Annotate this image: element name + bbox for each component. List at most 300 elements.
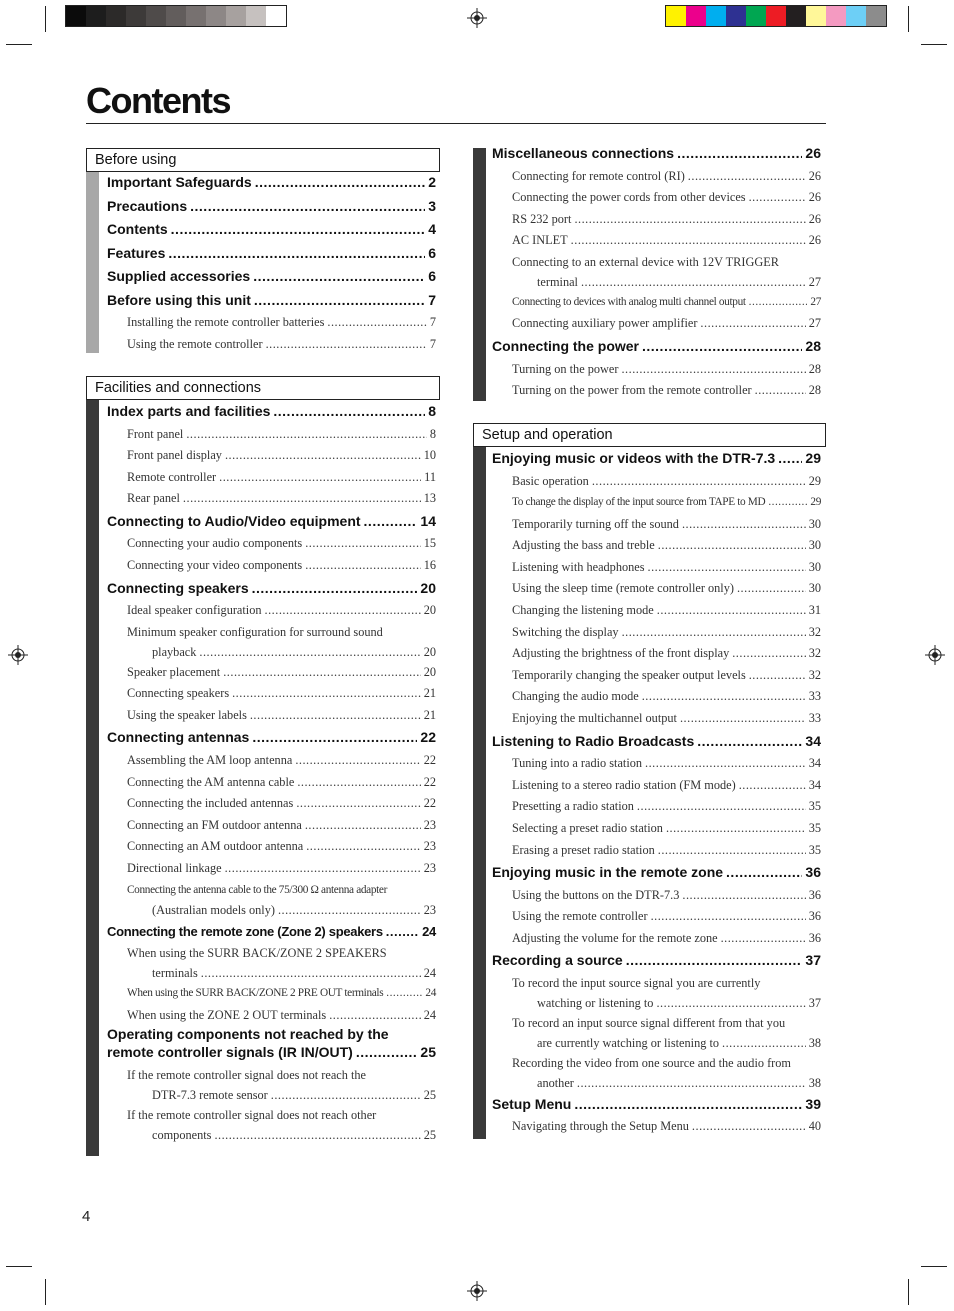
section-bar (473, 447, 486, 1139)
toc-entry-title: Connecting the power cords from other devices (512, 190, 746, 205)
toc-leader-dots (688, 166, 806, 188)
crop-mark (6, 44, 32, 45)
toc-leader-dots (722, 1033, 806, 1053)
toc-chapter-entry (107, 1026, 436, 1043)
toc-leader-dots (658, 535, 806, 557)
toc-page-number: 30 (808, 538, 821, 553)
toc-page-number: 34 (808, 777, 821, 792)
toc-entry-title: Connecting to an external device with 12V TRIGGER (512, 254, 779, 269)
toc-subentry (492, 252, 821, 272)
toc-page-number: 24 (425, 987, 436, 999)
toc-entry-title: Presetting a radio station (512, 799, 634, 814)
toc-page-number: 8 (428, 403, 436, 419)
toc-entry-title: Connecting the included antennas (127, 796, 294, 811)
toc-page-number: 29 (810, 496, 821, 509)
swatch (166, 6, 186, 26)
toc-page-number: 34 (808, 756, 821, 771)
toc-page-number: 28 (808, 383, 821, 398)
toc-entry-title: another (537, 1075, 574, 1090)
toc-subentry (492, 993, 821, 1013)
swatch (666, 6, 686, 26)
toc-entry-title: Assembling the AM loop antenna (127, 752, 293, 767)
toc-entry-title: Basic operation (512, 473, 589, 488)
toc-subentry (492, 187, 821, 209)
toc-page-number: 27 (808, 274, 821, 289)
toc-entry-title: Listening to Radio Broadcasts (492, 732, 695, 749)
toc-entry-title: Changing the audio mode (512, 689, 639, 704)
toc-leader-dots (592, 471, 806, 493)
toc-page-number: 40 (808, 1119, 821, 1134)
registration-mark-icon (467, 8, 487, 28)
toc-subentry (107, 467, 436, 489)
toc-subentry (492, 686, 821, 708)
section-bar (86, 400, 99, 1156)
toc-chapter-entry (492, 1093, 821, 1117)
toc-subentry (107, 1085, 436, 1105)
toc-leader-dots (190, 195, 425, 219)
toc-entry-title: Enjoying the multichannel output (512, 711, 677, 726)
toc-leader-dots (273, 400, 425, 424)
toc-entry-title: RS 232 port (512, 211, 572, 226)
toc-leader-dots (682, 514, 806, 536)
toc-chapter-entry (492, 730, 821, 754)
toc-subentry (107, 424, 436, 446)
toc-chapter-entry (107, 510, 436, 534)
toc-leader-dots (306, 836, 420, 858)
toc-entry-title: Rear panel (127, 491, 180, 506)
toc-leader-dots (666, 818, 806, 840)
toc-subentry (107, 1125, 436, 1145)
toc-leader-dots (223, 662, 420, 684)
toc-subentry (492, 313, 821, 335)
toc-leader-dots (305, 533, 421, 555)
toc-subentry (492, 578, 821, 600)
toc-page-number: 7 (429, 315, 436, 329)
toc-subentry (107, 983, 436, 1005)
toc-chapter-entry (107, 726, 436, 750)
toc-entry-title: Connecting the power (492, 338, 639, 355)
toc-page-number: 21 (423, 707, 436, 722)
toc-leader-dots (726, 861, 802, 885)
toc-entry-title: Connecting for remote control (RI) (512, 168, 685, 183)
toc-entry-title: Adjusting the brightness of the front display (512, 646, 730, 661)
toc-entry-title: Switching the display (512, 624, 619, 639)
toc-chapter-entry (107, 577, 436, 601)
toc-page-number: 38 (808, 1075, 821, 1090)
swatch (66, 6, 86, 26)
swatch (266, 6, 286, 26)
toc-entry-title: Recording the video from one source and the audio from (512, 1055, 791, 1070)
toc-subentry (107, 750, 436, 772)
toc-entry-title: Using the sleep time (remote controller only) (512, 581, 734, 596)
toc-entry-title: To record an input source signal different from that you (512, 1015, 786, 1030)
toc-entry-title: Listening with headphones (512, 559, 645, 574)
crop-mark (45, 6, 46, 32)
toc-page-number: 7 (428, 291, 436, 308)
toc-entry-title: Important Safeguards (107, 174, 252, 190)
toc-page-number: 20 (423, 603, 436, 618)
toc-entry-title: (Australian models only) (152, 902, 275, 917)
toc-list (107, 171, 436, 355)
toc-leader-dots (214, 1125, 420, 1145)
toc-chapter-entry (492, 949, 821, 973)
toc-leader-dots (199, 642, 420, 662)
toc-entry-title: DTR-7.3 remote sensor (152, 1088, 268, 1103)
toc-page-number: 11 (424, 469, 436, 484)
toc-leader-dots (677, 142, 802, 166)
toc-entry-title: Using the buttons on the DTR-7.3 (512, 887, 680, 902)
toc-subentry (107, 793, 436, 815)
toc-leader-dots (657, 600, 806, 622)
toc-subentry (107, 1005, 436, 1027)
toc-page-number: 6 (428, 268, 436, 284)
toc-leader-dots (295, 750, 420, 772)
color-calibration-strip (665, 5, 887, 27)
toc-leader-dots (265, 600, 421, 622)
toc-subentry (492, 1013, 821, 1033)
toc-page-number: 26 (808, 211, 821, 226)
toc-entry-title: Speaker placement (127, 664, 221, 679)
swatch (206, 6, 226, 26)
toc-page-number: 37 (805, 952, 821, 969)
swatch (686, 6, 706, 26)
swatch (226, 6, 246, 26)
toc-page-number: 23 (423, 902, 436, 917)
toc-leader-dots (581, 272, 806, 292)
toc-entry-title: Miscellaneous connections (492, 145, 675, 161)
toc-entry-title: Temporarily turning off the sound (512, 516, 679, 531)
toc-page-number: 26 (808, 190, 821, 205)
toc-page-number: 23 (423, 860, 436, 875)
toc-subentry (107, 705, 436, 727)
toc-leader-dots (680, 708, 806, 730)
toc-subentry (107, 836, 436, 858)
toc-leader-dots (171, 218, 426, 242)
toc-entry-title: Contents (107, 221, 168, 237)
toc-leader-dots (778, 447, 802, 471)
toc-leader-dots (327, 312, 426, 334)
toc-subentry (492, 1033, 821, 1053)
toc-leader-dots (622, 622, 806, 644)
toc-entry-title: Connecting the AM antenna cable (127, 774, 295, 789)
toc-entry-title: Before using this unit (107, 291, 251, 308)
grayscale-calibration-strip (65, 5, 287, 27)
toc-page-number: 22 (423, 752, 436, 767)
toc-leader-dots (183, 488, 421, 510)
toc-entry-title: If the remote controller signal does not reach the (127, 1068, 367, 1083)
title-rule (86, 123, 826, 124)
toc-subentry (107, 858, 436, 880)
toc-subentry (492, 818, 821, 840)
toc-page-number: 2 (428, 174, 436, 190)
toc-chapter-entry (492, 335, 821, 359)
toc-page-number: 30 (808, 559, 821, 574)
toc-page-number: 32 (808, 624, 821, 639)
toc-subentry (107, 622, 436, 642)
toc-chapter-entry (107, 265, 436, 289)
toc-leader-dots (225, 858, 421, 880)
toc-subentry (107, 555, 436, 577)
toc-page-number: 37 (808, 995, 821, 1010)
toc-page-number: 8 (429, 426, 436, 441)
toc-entry-title: Adjusting the bass and treble (512, 538, 655, 553)
toc-subentry (492, 535, 821, 557)
toc-page-number: 30 (808, 516, 821, 531)
toc-page-number: 35 (808, 799, 821, 814)
toc-subentry (492, 557, 821, 579)
toc-leader-dots (364, 510, 418, 534)
swatch (826, 6, 846, 26)
toc-subentry (492, 775, 821, 797)
toc-page-number: 22 (423, 796, 436, 811)
toc-page-number: 21 (423, 686, 436, 701)
toc-subentry (492, 906, 821, 928)
toc-entry-title: Setup Menu (492, 1095, 572, 1112)
toc-leader-dots (732, 643, 805, 665)
toc-page-number: 30 (808, 581, 821, 596)
toc-page-number: 20 (423, 644, 436, 659)
toc-entry-title: Remote controller (127, 469, 217, 484)
toc-subentry (107, 600, 436, 622)
toc-page-number: 25 (423, 1128, 436, 1143)
toc-entry-title: AC INLET (512, 233, 568, 248)
toc-subentry (492, 796, 821, 818)
toc-leader-dots (232, 683, 421, 705)
toc-leader-dots (700, 313, 805, 335)
toc-entry-title: playback (152, 644, 197, 659)
toc-page-number: 34 (805, 732, 821, 749)
swatch (106, 6, 126, 26)
toc-leader-dots (651, 906, 806, 928)
toc-subentry (107, 445, 436, 467)
toc-subentry (492, 514, 821, 536)
toc-chapter-entry (492, 142, 821, 166)
toc-entry-title: If the remote controller signal does not reach other (127, 1108, 377, 1123)
registration-mark-icon (467, 1281, 487, 1301)
page-title: Contents (86, 80, 230, 121)
toc-leader-dots (692, 1116, 806, 1138)
toc-page-number: 29 (805, 450, 821, 466)
section-bar (86, 172, 99, 353)
toc-entry-title: Directional linkage (127, 860, 222, 875)
toc-entry-title: Connecting speakers (107, 579, 249, 596)
toc-entry-title: are currently watching or listening to (537, 1035, 720, 1050)
section-heading-before-using: Before using (86, 148, 440, 172)
section-heading-facilities: Facilities and connections (86, 376, 440, 400)
toc-page-number: 23 (423, 839, 436, 854)
toc-entry-title: Selecting a preset radio station (512, 820, 663, 835)
toc-entry-title: Features (107, 244, 166, 261)
toc-leader-dots (252, 726, 417, 750)
swatch (746, 6, 766, 26)
toc-page-number: 13 (423, 491, 436, 506)
toc-leader-dots (305, 815, 421, 837)
toc-subentry (492, 600, 821, 622)
toc-leader-dots (297, 772, 420, 794)
toc-page-number: 22 (423, 774, 436, 789)
toc-page-number: 20 (420, 579, 436, 596)
toc-entry-title: components (152, 1128, 212, 1143)
swatch (866, 6, 886, 26)
swatch (246, 6, 266, 26)
toc-leader-dots (749, 187, 806, 209)
toc-entry-title: Connecting an FM outdoor antenna (127, 817, 302, 832)
toc-entry-title: Precautions (107, 197, 188, 214)
toc-entry-title: To change the display of the input source from TAPE to MD (512, 496, 766, 509)
toc-entry-title: Connecting speakers (127, 686, 230, 701)
swatch (186, 6, 206, 26)
toc-leader-dots (626, 949, 803, 973)
toc-entry-title: Using the remote controller (512, 909, 648, 924)
toc-subentry (492, 665, 821, 687)
toc-entry-title: terminal (537, 274, 578, 289)
toc-leader-dots (621, 359, 805, 381)
toc-leader-dots (271, 1085, 421, 1105)
toc-leader-dots (577, 1073, 806, 1093)
toc-page-number: 36 (805, 864, 821, 881)
toc-chapter-entry (107, 289, 436, 313)
toc-page-number: 20 (423, 664, 436, 679)
toc-page-number: 24 (422, 923, 436, 939)
swatch (786, 6, 806, 26)
toc-leader-dots (642, 335, 802, 359)
toc-leader-dots (642, 686, 806, 708)
swatch (726, 6, 746, 26)
swatch (766, 6, 786, 26)
toc-entry-title: terminals (152, 966, 198, 980)
toc-entry-title: Turning on the power (512, 361, 619, 376)
toc-entry-title: watching or listening to (537, 995, 654, 1010)
toc-subentry (492, 885, 821, 907)
toc-page-number: 24 (423, 1007, 436, 1022)
toc-subentry (107, 334, 436, 356)
toc-leader-dots (721, 928, 806, 950)
toc-entry-title: Index parts and facilities (107, 403, 271, 419)
toc-subentry (107, 312, 436, 334)
toc-leader-dots (637, 796, 806, 818)
toc-leader-dots (574, 1093, 802, 1117)
toc-page-number: 25 (420, 1044, 436, 1061)
toc-leader-dots (755, 380, 806, 402)
toc-subentry (492, 292, 821, 314)
toc-chapter-entry (107, 171, 436, 195)
toc-page-number: 27 (808, 316, 821, 331)
toc-entry-title: Using the speaker labels (127, 707, 247, 722)
toc-leader-dots (697, 730, 802, 754)
registration-mark-icon (8, 645, 28, 665)
toc-page-number: 35 (808, 820, 821, 835)
toc-chapter-entry (492, 861, 821, 885)
toc-subentry (492, 272, 821, 292)
toc-page-number: 14 (420, 512, 436, 529)
toc-page-number: 26 (808, 233, 821, 248)
toc-subentry (107, 880, 436, 900)
toc-page-number: 39 (805, 1095, 821, 1112)
section-heading-setup: Setup and operation (473, 423, 826, 447)
section-bar (473, 148, 486, 401)
toc-leader-dots (305, 555, 421, 577)
toc-page-number: 26 (805, 145, 821, 161)
toc-entry-title: Temporarily changing the speaker output levels (512, 667, 746, 682)
toc-page-number: 38 (808, 1035, 821, 1050)
toc-leader-dots (278, 900, 421, 920)
toc-subentry (492, 1053, 821, 1073)
toc-subentry (492, 209, 821, 231)
registration-mark-icon (925, 645, 945, 665)
toc-subentry (492, 643, 821, 665)
toc-entry-title: Connecting the antenna cable to the 75/300 Ω antenna adapter (127, 883, 387, 896)
toc-leader-dots (253, 265, 425, 289)
toc-entry-title: To record the input source signal you are currently (512, 975, 761, 990)
toc-page-number: 35 (808, 842, 821, 857)
toc-page-number: 36 (808, 887, 821, 902)
toc-subentry (492, 973, 821, 993)
toc-subentry (107, 488, 436, 510)
crop-mark (908, 6, 909, 32)
crop-mark (921, 44, 947, 45)
toc-entry-title: Changing the listening mode (512, 603, 654, 618)
toc-entry-title: Connecting to devices with analog multi channel output (512, 295, 746, 308)
toc-subentry (492, 928, 821, 950)
toc-entry-title: When using the SURR BACK/ZONE 2 PRE OUT terminals (127, 987, 384, 999)
toc-page-number: 36 (808, 909, 821, 924)
toc-entry-title: Erasing a preset radio station (512, 842, 655, 857)
toc-subentry (492, 492, 821, 514)
toc-entry-title: Connecting your audio components (127, 536, 303, 551)
toc-leader-dots (645, 753, 806, 775)
toc-chapter-entry (492, 447, 821, 471)
toc-entry-title: Supplied accessories (107, 268, 251, 284)
toc-list (492, 142, 821, 402)
toc-page-number: 16 (423, 557, 436, 572)
toc-leader-dots (255, 171, 426, 195)
toc-leader-dots (168, 242, 425, 266)
toc-subentry (492, 380, 821, 402)
toc-entry-title: Adjusting the volume for the remote zone (512, 930, 718, 945)
swatch (846, 6, 866, 26)
toc-subentry (107, 1105, 436, 1125)
toc-page-number: 31 (808, 603, 821, 618)
toc-subentry (107, 683, 436, 705)
toc-subentry (107, 772, 436, 794)
toc-subentry (107, 533, 436, 555)
toc-subentry (107, 642, 436, 662)
toc-subentry (107, 963, 436, 983)
toc-subentry (107, 900, 436, 920)
toc-entry-title: remote controller signals (IR IN/OUT) (107, 1044, 353, 1061)
crop-mark (6, 1266, 32, 1267)
toc-page-number: 24 (423, 966, 436, 980)
toc-leader-dots (329, 1005, 420, 1027)
toc-leader-dots (356, 1043, 418, 1061)
swatch (806, 6, 826, 26)
toc-entry-title: Front panel (127, 426, 184, 441)
toc-page-number: 32 (808, 667, 821, 682)
toc-page-number: 4 (428, 221, 436, 237)
toc-entry-title: Navigating through the Setup Menu (512, 1119, 689, 1134)
toc-leader-dots (386, 920, 419, 944)
toc-entry-title: Using the remote controller (127, 336, 263, 351)
toc-leader-dots (266, 334, 427, 356)
toc-leader-dots (250, 705, 421, 727)
swatch (86, 6, 106, 26)
toc-entry-title: When using the SURR BACK/ZONE 2 SPEAKERS (127, 946, 387, 960)
toc-entry-title: Enjoying music in the remote zone (492, 864, 724, 881)
toc-leader-dots (658, 840, 806, 862)
toc-leader-dots (571, 230, 806, 252)
toc-leader-dots (252, 577, 418, 601)
toc-chapter-entry (107, 195, 436, 219)
